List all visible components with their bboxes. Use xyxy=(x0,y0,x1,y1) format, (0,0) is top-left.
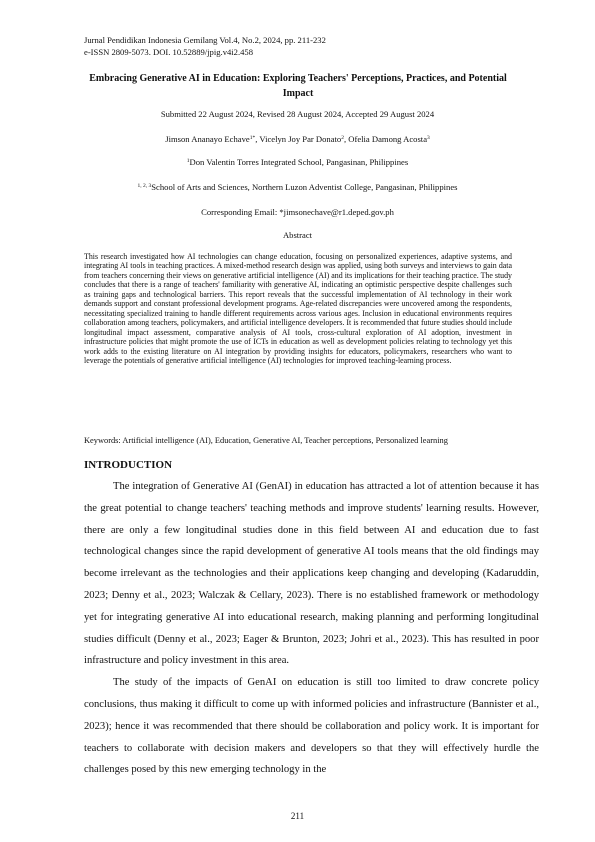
author-name: Vicelyn Joy Par Donato xyxy=(259,134,342,144)
journal-header xyxy=(84,34,326,58)
journal-issn-doi: e-ISSN 2809-5073. DOI. 10.52889/jpig.v4i2.458 xyxy=(84,47,254,57)
body-paragraph: The integration of Generative AI (GenAI) in education has attracted a lot of attention because it has the great potential to change teachers' teaching methods and improve students' learning results. However, there are only a few longitudinal studies done in this field between AI and education due to fast technological changes since the rapid development of generative AI tools means that the old findings may become irrelevant as the technologies and their applications keep changing and developing (Kadaruddin, 2023; Denny et al., 2023; Walczak & Cellary, 2023). There is no established framework or methodology yet for integrating generative AI into educational research, making planning and performing longitudinal studies difficult (Denny et al., 2023; Eager & Brunton, 2023; Johri et al., 2023). This has resulted in poor infrastructure and policy investment in this area. xyxy=(84,481,539,667)
author-affiliation-mark: 1* xyxy=(249,135,256,141)
abstract-heading: Abstract xyxy=(282,230,313,240)
affiliation-text: School of Arts and Sciences, Northern Luzon Adventist College, Pangasinan, Philippines xyxy=(151,182,458,192)
author-separator: , xyxy=(343,134,349,144)
affiliation-mark: 1, 2, 3 xyxy=(137,183,152,189)
author-list xyxy=(60,134,535,144)
section-heading: INTRODUCTION xyxy=(84,459,173,471)
submission-dates: Submitted 22 August 2024, Revised 28 August 2024, Accepted 29 August 2024 xyxy=(160,109,435,119)
abstract-text: This research investigated how AI technologies can change education, focusing on personalized experiences, adaptive systems, and integrating AI tools in teaching practices. A mixed-method research design was applied, using both surveys and interviews to gain data from teachers concerning their views on generative artificial intelligence (AI) and its implications for their teaching practice. The study concludes that there is a range of teachers' familiarity with generative AI, indicating an optimistic perspective despite challenges such as training gaps and technological barriers. This report reveals that the successful implementation of AI technology in their work demands support and constant professional development programs. Age-related discrepancies were uncovered among the respondents, necessitating specialized training to handle different requirements across various ages. Inclusion in educational environments requires collaboration among teachers, policymakers, and artificial intelligence developers. It is recommended that future studies should include longitudinal impact assessment, comparative analysis of AI tools, cross-cultural exploration of AI adoption, investment in infrastructure policies that might promote the use of ICTs in education as well as development policies relating to technology yet this work adds to the existing literature on AI integration by providing insights for educators, policymakers, researchers who want to leverage the potentials of generative artificial intelligence (AI) technologies for improved teaching-learning process. xyxy=(84,252,512,365)
author-affiliation-mark: 3 xyxy=(427,135,430,141)
author-name: Ofelia Damong Acosta xyxy=(348,134,428,144)
affiliation-mark: 1 xyxy=(186,158,190,164)
body-paragraph: The study of the impacts of GenAI on education is still too limited to draw concrete policy conclusions, thus making it difficult to come up with informed policies and infrastructure (Bannister et al., 2023); hence it was recommended that there should be collaboration and policy work. It is important for teachers to collaborate with decision makers and developers so that they will effectively hurdle the challenges posed by this new emerging technology in the xyxy=(84,677,539,776)
author-separator: , xyxy=(255,134,260,144)
author-affiliation-mark: 2 xyxy=(341,135,344,141)
corresponding-email: Corresponding Email: *jimsonechave@r1.deped.gov.ph xyxy=(201,207,394,217)
keywords: Keywords: Artificial intelligence (AI), Education, Generative AI, Teacher perceptions, Personalized learning xyxy=(84,436,448,445)
affiliation-2 xyxy=(60,182,535,192)
paper-title: Embracing Generative AI in Education: Exploring Teachers' Perceptions, Practices, and Potential Impact xyxy=(89,73,507,99)
author-name: Jimson Ananayo Echave xyxy=(165,134,250,144)
affiliation-text: Don Valentin Torres Integrated School, Pangasinan, Philippines xyxy=(189,157,409,167)
journal-citation: Jurnal Pendidikan Indonesia Gemilang Vol.4, No.2, 2024, pp. 211-232 xyxy=(84,35,326,45)
page-number: 211 xyxy=(290,811,305,821)
affiliation-1 xyxy=(60,157,535,167)
body-text xyxy=(84,476,539,781)
